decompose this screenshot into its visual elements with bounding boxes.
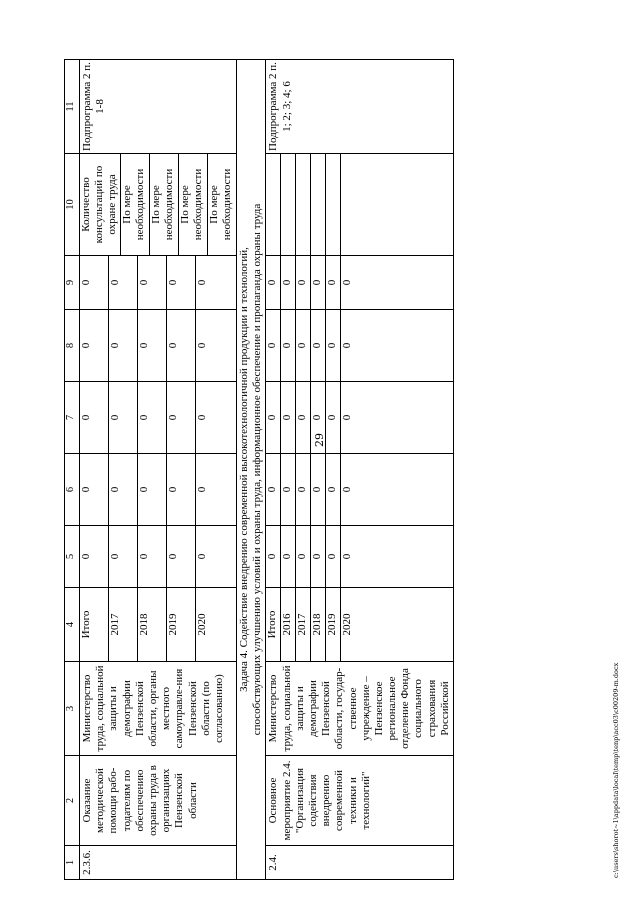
indicator: По мере необходимости [179, 154, 208, 255]
value: 0 [281, 382, 296, 453]
header-cell: 5 [65, 526, 80, 588]
header-cell: 7 [65, 382, 80, 454]
value: 0 [167, 382, 196, 453]
header-cell: 3 [65, 662, 80, 756]
subprogram: Подпрограмма 2 п. 1-8 [80, 60, 237, 154]
header-cell: 6 [65, 454, 80, 526]
value-cell-9 [80, 256, 237, 310]
value: 0 [296, 454, 311, 525]
header-cell: 2 [65, 756, 80, 846]
header-row [65, 60, 80, 880]
indicator: По мере необходимости [150, 154, 179, 255]
value: 0 [196, 279, 208, 286]
value: 0 [80, 310, 109, 381]
value-cell-9 [266, 256, 454, 310]
value: 0 [138, 310, 167, 381]
value: 0 [341, 279, 354, 286]
activity-name: Оказание методической помощи рабо-тодателям по обеспечению охраны труда в организациях Пензенской области [80, 756, 237, 846]
row-number: 2.4. [266, 846, 454, 880]
value: 0 [167, 310, 196, 381]
header-cell: 11 [65, 60, 80, 154]
year: 2020 [196, 613, 208, 636]
value: 0 [266, 256, 281, 309]
value: 0 [281, 454, 296, 525]
years-cell [266, 588, 454, 662]
year: Итого [266, 588, 281, 661]
value: 0 [296, 256, 311, 309]
value-cell-7 [266, 382, 454, 454]
value: 0 [326, 382, 341, 453]
value: 0 [138, 526, 167, 587]
subprogram: Подпрограмма 2 п. 1; 2; 3; 4; 6 [266, 60, 454, 154]
years-cell [80, 588, 237, 662]
value: 0 [109, 526, 138, 587]
value-cell-5 [80, 526, 237, 588]
indicator: Количество консультаций по охране труда [80, 154, 121, 255]
value: 0 [341, 553, 354, 560]
value: 0 [196, 342, 208, 349]
value: 0 [138, 256, 167, 309]
table-row-2-3-6 [80, 60, 237, 880]
value: 0 [326, 526, 341, 587]
value-cell-7 [80, 382, 237, 454]
header-cell: 1 [65, 846, 80, 880]
value-cell-8 [80, 310, 237, 382]
year: Итого [80, 588, 109, 661]
value: 0 [109, 454, 138, 525]
indicator-cell [80, 154, 237, 256]
value: 0 [80, 454, 109, 525]
value: 0 [296, 526, 311, 587]
header-cell: 4 [65, 588, 80, 662]
value: 0 [281, 310, 296, 381]
value-cell-8 [266, 310, 454, 382]
value: 0 [109, 382, 138, 453]
value: 0 [326, 310, 341, 381]
value: 0 [281, 256, 296, 309]
value: 0 [167, 526, 196, 587]
value: 0 [266, 454, 281, 525]
task-line-2: способствующих улучшению условий и охраны труда, информационное обеспечение и пропаганда охраны труда [251, 203, 264, 736]
value: 0 [266, 310, 281, 381]
year: 2016 [281, 588, 296, 661]
indicator: По мере необходимости [121, 154, 150, 255]
row-number: 2.3.6. [80, 846, 237, 880]
value: 0 [341, 342, 354, 349]
value: 0 [138, 454, 167, 525]
value: 0 [109, 310, 138, 381]
executor: Министерство труда, социальной защиты и демографии Пензенской области, органы местного самоуправле-ния Пензенской области (по согласованию) [80, 662, 237, 756]
value: 0 [296, 310, 311, 381]
executor: Министерство труда, социальной защиты и демографии Пензенской области, государ-ственное учреждение – Пензенское региональное отделение Фонда социального страхования Российской [266, 662, 454, 756]
value: 0 [296, 382, 311, 453]
task-row [237, 60, 266, 880]
footer-file-path: c:\users\shorot~1\appdata\local\temp\tenp\acc03\c00209-m.docx [612, 662, 620, 878]
year: 2018 [311, 588, 326, 661]
program-table [64, 59, 454, 880]
value: 0 [80, 526, 109, 587]
value: 0 [266, 382, 281, 453]
year: 2018 [138, 588, 167, 661]
value-cell-5 [266, 526, 454, 588]
header-cell: 10 [65, 154, 80, 256]
value: 0 [80, 256, 109, 309]
year: 2020 [341, 613, 354, 636]
value: 0 [326, 454, 341, 525]
page-number: 29 [313, 433, 326, 447]
value: 0 [196, 414, 208, 421]
rotated-page-content [64, 60, 604, 880]
year: 2017 [109, 588, 138, 661]
header-cell: 8 [65, 310, 80, 382]
value: 0 [311, 382, 326, 453]
value: 0 [311, 454, 326, 525]
task-heading [237, 60, 266, 880]
value-cell-6 [266, 454, 454, 526]
value: 0 [196, 553, 208, 560]
value-cell-6 [80, 454, 237, 526]
year: 2017 [296, 588, 311, 661]
indicator: По мере необходимости [208, 168, 234, 241]
task-line-1: Задача 4. Содействие внедрению современной высокотехнологичной продукции и технологий, [238, 247, 250, 692]
value: 0 [109, 256, 138, 309]
value: 0 [138, 382, 167, 453]
value: 0 [311, 526, 326, 587]
value: 0 [341, 414, 354, 421]
value: 0 [80, 382, 109, 453]
value: 0 [196, 486, 208, 493]
value: 0 [311, 310, 326, 381]
value: 0 [341, 486, 354, 493]
value: 0 [266, 526, 281, 587]
value: 0 [167, 454, 196, 525]
header-cell: 9 [65, 256, 80, 310]
value: 0 [311, 256, 326, 309]
year: 2019 [167, 588, 196, 661]
table-row-2-4 [266, 60, 454, 880]
year: 2019 [326, 588, 341, 661]
indicator-cell [266, 154, 454, 256]
value: 0 [167, 256, 196, 309]
value: 0 [281, 526, 296, 587]
activity-name: Основное мероприятие 2.4. "Организация содействия внедрению современной техники и технологий" [266, 756, 454, 846]
value: 0 [326, 256, 341, 309]
